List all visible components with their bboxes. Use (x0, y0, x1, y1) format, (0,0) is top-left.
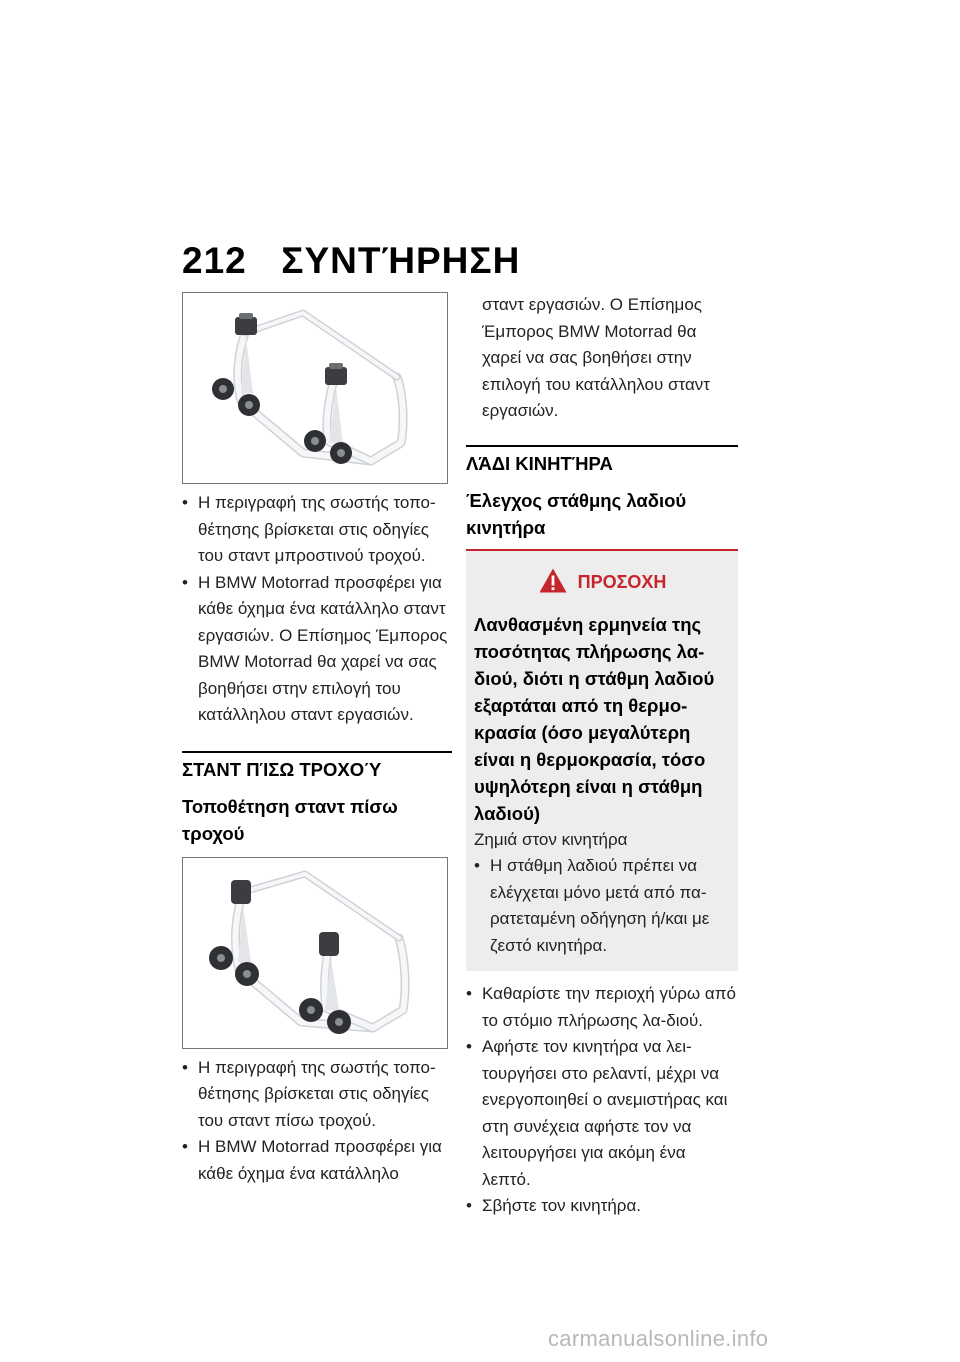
list-item: • Σβήστε τον κινητήρα. (466, 1193, 738, 1220)
rear-stand-illustration (182, 857, 448, 1049)
list-item: • Η BMW Motorrad προσφέρει για κάθε όχημα ένα κατάλληλο (182, 1134, 452, 1187)
left-column (182, 292, 452, 1187)
warning-header (474, 567, 730, 599)
warning-cause: Λανθασμένη ερμηνεία της ποσότητας πλήρωσης λα-διού, διότι η στάθμη λαδιού εξαρτάται από τη θερμο-κρασία (όσο μεγαλύτερη είναι η θερμοκρασία, τόσο υψηλότερη είναι η στάθμη λαδιού) (474, 613, 715, 824)
rear-stand-instructions (182, 1055, 452, 1188)
section-divider (182, 751, 452, 753)
list-item: • Καθαρίστε την περιοχή γύρω από το στόμιο πλήρωσης λα-διού. (466, 981, 738, 1034)
page-number: 212 (182, 240, 247, 281)
section-divider (466, 445, 738, 447)
page-heading (182, 240, 520, 282)
warning-consequence: Ζημιά στον κινητήρα (474, 829, 628, 849)
list-item: • Η περιγραφή της σωστής τοπο-θέτησης βρίσκεται στις οδηγίες του σταντ μπροστινού τροχού. (182, 490, 452, 570)
front-stand-instructions (182, 490, 452, 729)
section-title-engine-oil: ΛΆΔΙ ΚΙΝΗΤΉΡΑ (466, 452, 613, 474)
chapter-title: ΣΥΝΤΉΡΗΣΗ (281, 240, 521, 281)
warning-box (466, 551, 738, 972)
list-item: • Η BMW Motorrad προσφέρει για κάθε όχημα ένα κατάλληλο σταντ εργασιών. Ο Επίσημος Έμπορος BMW Motorrad θα χαρεί να σας βοηθήσει στην επιλογή του κατάλληλου σταντ εργασιών. (182, 570, 452, 729)
list-item: • Η περιγραφή της σωστής τοπο-θέτησης βρίσκεται στις οδηγίες του σταντ πίσω τροχού. (182, 1055, 452, 1135)
subsection-title-oil-level: Έλεγχος στάθμης λαδιού κινητήρα (466, 489, 687, 538)
warning-label: ΠΡΟΣΟΧΗ (577, 572, 667, 592)
warning-triangle-icon (538, 567, 568, 599)
right-column (466, 292, 738, 1220)
list-item: • Η στάθμη λαδιού πρέπει να ελέγχεται μόνο μετά από πα-ρατεταμένη οδήγηση ή/και με ζεστό κινητήρα. (474, 853, 730, 959)
watermark-logo: carmanualsonline.info (548, 1326, 769, 1351)
warning-measures (474, 853, 730, 959)
oil-check-steps (466, 981, 738, 1220)
subsection-title-rear-stand: Τοποθέτηση σταντ πίσω τροχού (182, 795, 398, 844)
list-item: • Αφήστε τον κινητήρα να λει-τουργήσει στο ρελαντί, μέχρι να ενεργοποιηθεί ο ανεμιστήρας και στη συνέχεια αφήστε τον να λειτουργήσει για ακόμη ένα λεπτό. (466, 1034, 738, 1193)
front-stand-illustration (182, 292, 448, 484)
continued-text: σταντ εργασιών. Ο Επίσημος Έμπορος BMW Motorrad θα χαρεί να σας βοηθήσει στην επιλογή του κατάλληλου σταντ εργασιών. (482, 295, 711, 420)
section-title-rear-stand: ΣΤΑΝΤ ΠΊΣΩ ΤΡΟΧΟΎ (182, 758, 382, 780)
